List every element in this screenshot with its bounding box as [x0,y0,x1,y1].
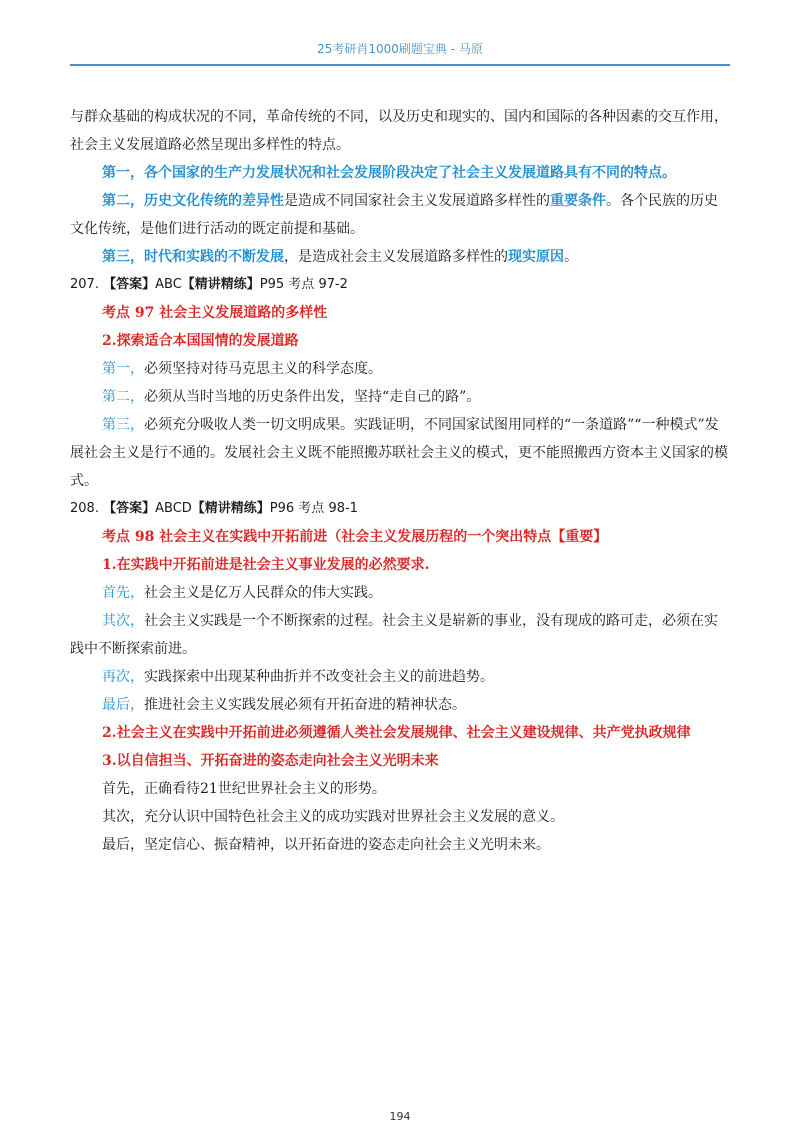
point-third-label: 第三，时代和实践的不断发展 [102,249,284,265]
item-text: 必须坚持对待马克思主义的科学态度。 [144,361,382,377]
subheading: 3.以自信担当、开拓奋进的姿态走向社会主义光明未来 [102,753,439,769]
item [70,411,730,495]
subheading: 1.在实践中开拓前进是社会主义事业发展的必然要求. [102,557,430,573]
point-third [70,243,730,271]
answer-value: ABC [155,277,182,292]
item-text: 必须充分吸收人类一切文明成果。实践证明，不同国家试图用同样的“一条道路”“一种模式”发展社会主义是行不通的。发展社会主义既不能照搬苏联社会主义的模式，更不能照搬西方资本主义国家的模式。 [70,417,728,489]
question-208-header [70,495,730,523]
header-rule [70,64,730,66]
page-header: 25考研肖1000刷题宝典 - 马原 [317,42,483,56]
answer-value: ABCD [155,501,192,516]
point-third-rest: 。 [564,249,578,265]
point-second-label: 第二，历史文化传统的差异性 [102,193,284,209]
item-text: 必须从当时当地的历史条件出发，坚持“走自己的路”。 [144,389,481,405]
point-second-highlight: 重要条件 [550,193,606,209]
item [70,355,730,383]
question-number: 207. [70,277,99,292]
text-line: 社会主义发展道路必然呈现出多样性的特点。 [70,137,350,153]
item-label: 第二， [102,389,144,405]
reference: P95 考点 97-2 [259,277,348,292]
explain-tag: 【精讲精练】 [181,277,260,292]
text-line: 与群众基础的构成状况的不同，革命传统的不同，以及历史和现实的、国内和国际的各种因素的交互作用， [70,109,728,125]
item [70,383,730,411]
knowledge-point-98: 考点 98 社会主义在实践中开拓前进（社会主义发展历程的一个突出特点【重要】 [102,529,608,545]
answer-tag: 【答案】 [103,277,156,292]
subheading: 2.探索适合本国国情的发展道路 [102,333,299,349]
item-text: 社会主义实践是一个不断探索的过程。社会主义是崭新的事业，没有现成的路可走，必须在实践中不断探索前进。 [70,613,718,657]
item-label: 第一， [102,361,144,377]
page-content [70,103,730,859]
answer-tag: 【答案】 [103,501,156,516]
item-label: 其次， [102,613,144,629]
item-text: 社会主义是亿万人民群众的伟大实践。 [144,585,382,601]
item-text: 实践探索中出现某种曲折并不改变社会主义的前进趋势。 [144,669,494,685]
point-second-rest: 。各个民族的历史文化传统，是他们进行活动的既定前提和基础。 [70,193,718,237]
knowledge-point-97: 考点 97 社会主义发展道路的多样性 [102,305,328,321]
item: 首先，正确看待21世纪世界社会主义的形势。 [102,781,386,797]
item [70,691,730,719]
item-label: 再次， [102,669,144,685]
item-label: 第三， [102,417,144,433]
question-207-header [70,271,730,299]
item-label: 首先， [102,585,144,601]
item: 最后，坚定信心、振奋精神，以开拓奋进的姿态走向社会主义光明未来。 [102,837,550,853]
item [70,607,730,663]
point-second-text: 是造成不同国家社会主义发展道路多样性的 [284,193,550,209]
point-third-highlight: 现实原因 [508,249,564,265]
point-third-text: ，是造成社会主义发展道路多样性的 [284,249,508,265]
page-number: 194 [389,1110,411,1123]
item [70,663,730,691]
explain-tag: 【精讲精练】 [191,501,270,516]
item-label: 最后， [102,697,144,713]
question-number: 208. [70,501,99,516]
point-first: 第一，各个国家的生产力发展状况和社会发展阶段决定了社会主义发展道路具有不同的特点。 [102,165,676,181]
item: 其次，充分认识中国特色社会主义的成功实践对世界社会主义发展的意义。 [102,809,564,825]
subheading: 2.社会主义在实践中开拓前进必须遵循人类社会发展规律、社会主义建设规律、共产党执政规律 [102,725,691,741]
item-text: 推进社会主义实践发展必须有开拓奋进的精神状态。 [144,697,466,713]
item [70,579,730,607]
reference: P96 考点 98-1 [269,501,358,516]
point-second [70,187,730,243]
